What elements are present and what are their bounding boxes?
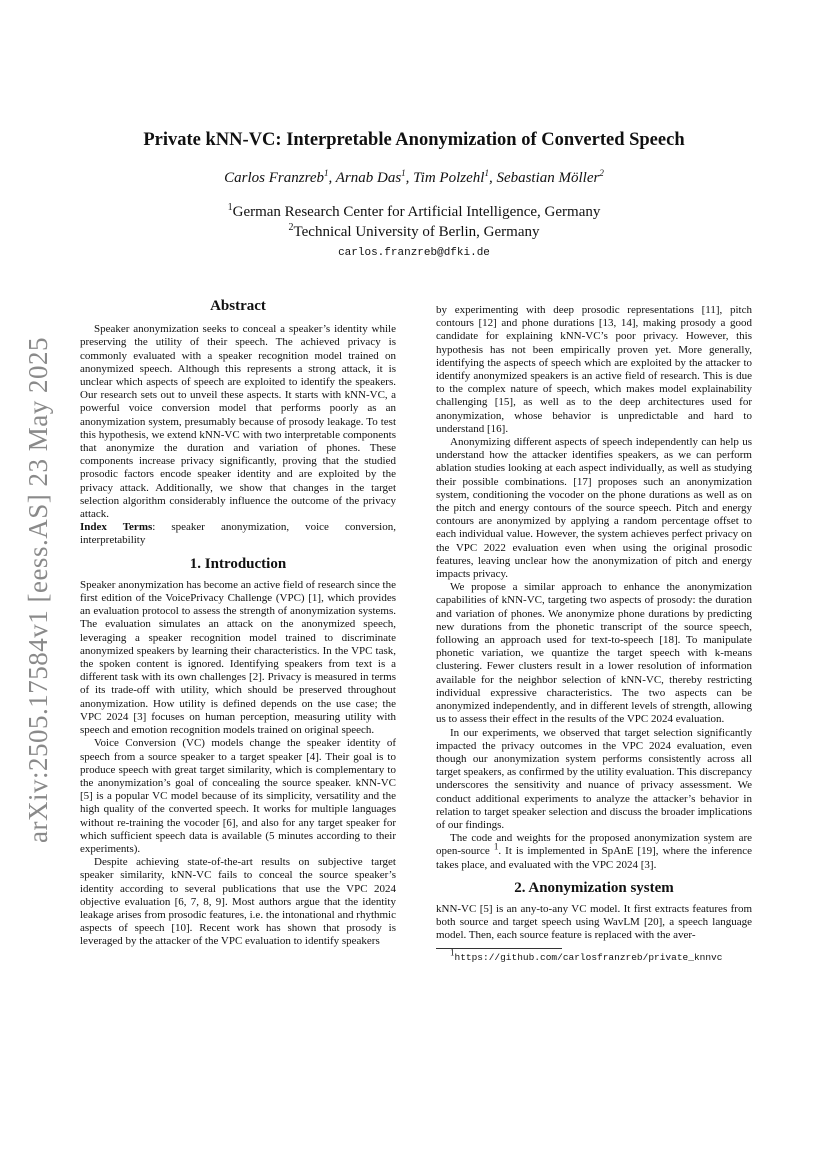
left-column bbox=[80, 300, 396, 949]
paragraph: The code and weights for the proposed anonymization system are open-source $^1$. It is implemented in SpAnE [19], where the inference takes place, and evaluated with the VPC 2024 [3]. bbox=[436, 832, 752, 871]
paragraph: In our experiments, we observed that target selection significantly impacted the privacy outcomes in the VPC 2024 evaluation, even though our anonymization system performs consistently across all target speakers, as confirmed by the utility evaluation. This discrepancy underscores the sensitivity and nuance of privacy assessment. We conduct additional experiments to analyze the attacker’s behavior in relation to target speaker selection and discuss the broader implications of our findings. bbox=[436, 726, 752, 831]
paragraph: We propose a similar approach to enhance the anonymization capabilities of kNN-VC, targeting two aspects of prosody: the duration and variation of phones. We anonymize phone durations by predicting new durations from the phonetic transcript of the source speech, following an approach used for text-to-speech [18]. To manipulate phonetic variation, we quantize the target speech with k-means clustering. Fewer clusters result in a lower resolution of information available for the neighbor selection of kNN-VC, thereby restricting individual expressive characteristics. The two aspects can be anonymized independently, and in different levels of strength, allowing us to assess their effect in the results of the VPC 2024 evaluation. bbox=[436, 581, 752, 726]
author-list bbox=[60, 170, 768, 187]
section-heading-anonymization-system: 2. Anonymization system bbox=[514, 879, 674, 896]
abstract-text: Speaker anonymization seeks to conceal a speaker’s identity while preserving the utility of their speech. The achieved privacy is commonly evaluated with a speaker recognition model trained on anonymized speech. Although this represents a strong attack, it is unclear which aspects of speech are exploited to identify the speakers. Our research sets out to unveil these aspects. It starts with kNN-VC, a powerful voice conversion model that performs poorly as an anonymization system, presumably because of prosody leakage. To test this hypothesis, we extend kNN-VC with two interpretable components that anonymize the duration and variation of phones. These components increase privacy significantly, proving that the studied prosodic factors encode speaker identity and are exploited by the privacy attack. Additionally, we show that changes in the target selection algorithm considerably influence the outcome of the privacy attack. bbox=[80, 323, 396, 521]
arxiv-stamp: arXiv:2505.17584v1 [eess.AS] 23 May 2025 bbox=[23, 337, 53, 843]
paragraph: Voice Conversion (VC) models change the speaker identity of speech from a source speaker to a target speaker [4]. Their goal is to produce speech with great target similarity, which is complementary to the anonymization’s goal of concealing the source speaker. kNN-VC [5] is a popular VC model because of its simplicity, versatility and the high quality of the converted speech. It works for multiple languages without re-training the vocoder [6], and also for any target speaker for which sufficient speech data is available (5 minutes according to their experiments). bbox=[80, 737, 396, 855]
paragraph: kNN-VC [5] is an any-to-any VC model. It first extracts features from both source and target speech using WavLM [20], a speech language model. Then, each source feature is replaced with the aver- bbox=[436, 902, 752, 942]
author-email: carlos.franzreb@dfki.de bbox=[338, 247, 490, 259]
right-column bbox=[436, 304, 752, 964]
author: Carlos Franzreb$^1$, bbox=[224, 168, 336, 186]
paragraph: Anonymizing different aspects of speech independently can help us understand how the attacker identifies speakers, as we can perform ablation studies looking at each aspect individually, as well as studying their possible combinations. [17] proposes such an anonymization system, conditioning the vocoder on the phone durations as well as on the pitch and energy contours of the source speech. Pitch and energy contours are anonymized by applying a random percentage offset to each individual value. However, the system achieves perfect privacy on the VPC 2022 evaluation even when using the original prosodic features, leaving unclear how the anonymization of pitch and energy impacts privacy. bbox=[436, 436, 752, 581]
abstract-heading: Abstract bbox=[210, 298, 266, 314]
affiliation: $^2$Technical University of Berlin, Germany bbox=[288, 222, 540, 240]
paragraph: Despite achieving state-of-the-art results on subjective target speaker similarity, kNN-VC fails to conceal the source speaker’s identity according to several publications that use the VPC 2024 objective evaluation [6, 7, 8, 9]. Most authors argue that the identity leakage arises from prosodic features, i.e. the intonational and rhythmic aspects of speech [10]. Recent work has shown that prosody is leveraged by the attacker of the VPC evaluation to identify speakers bbox=[80, 856, 396, 948]
footnote-link[interactable]: https://github.com/carlosfranzreb/private_knnvc bbox=[454, 951, 723, 963]
paragraph: Speaker anonymization has become an active field of research since the first edition of the VoicePrivacy Challenge (VPC) [1], which provides an evaluation protocol to assess the strength of anonymization systems. The evaluation simulates an attack on the anonymized speech, leveraging a speaker recognition model trained to discriminate anonymized speakers by learning their characteristics. In the VPC task, the spoken content is ignored. Identifying speakers from text is a different task with its own challenges [2]. Privacy is measured in terms of its trade-off with utility, which should be preserved throughout anonymization. How utility is defined depends on the use case; the VPC 2024 [3] focuses on human perception, measuring utility with speech and emotion recognition models trained on original speech. bbox=[80, 578, 396, 737]
author: Sebastian Möller$^2$ bbox=[496, 168, 604, 186]
section-heading-introduction: 1. Introduction bbox=[189, 555, 287, 572]
index-terms: Index Terms: speaker anonymization, voice conversion, interpretability bbox=[80, 521, 396, 547]
paper-title: Private kNN-VC: Interpretable Anonymization of Converted Speech bbox=[143, 130, 685, 150]
author: Tim Polzehl$^1$, bbox=[413, 168, 497, 186]
affiliation: $^1$German Research Center for Artificial Intelligence, Germany bbox=[227, 202, 601, 220]
paragraph: by experimenting with deep prosodic representations [11], pitch contours [12] and phone durations [13, 14], making prosody a good candidate for explaining kNN-VC’s poor privacy. However, this hypothesis has not been empirically proven yet. More generally, identifying the aspects of speech which are exploited by the attacker to identify anonymized speakers is an active field of research. This is due to the complex nature of speech, which makes model explainability challenging [15], as well as to the deep architectures used for anonymization, whose behavior is unpredictable and hard to understand [16]. bbox=[436, 304, 752, 435]
footnote: $^1$https://github.com/carlosfranzreb/private_knnvc bbox=[450, 947, 723, 963]
author: Arnab Das$^1$, bbox=[335, 168, 414, 186]
